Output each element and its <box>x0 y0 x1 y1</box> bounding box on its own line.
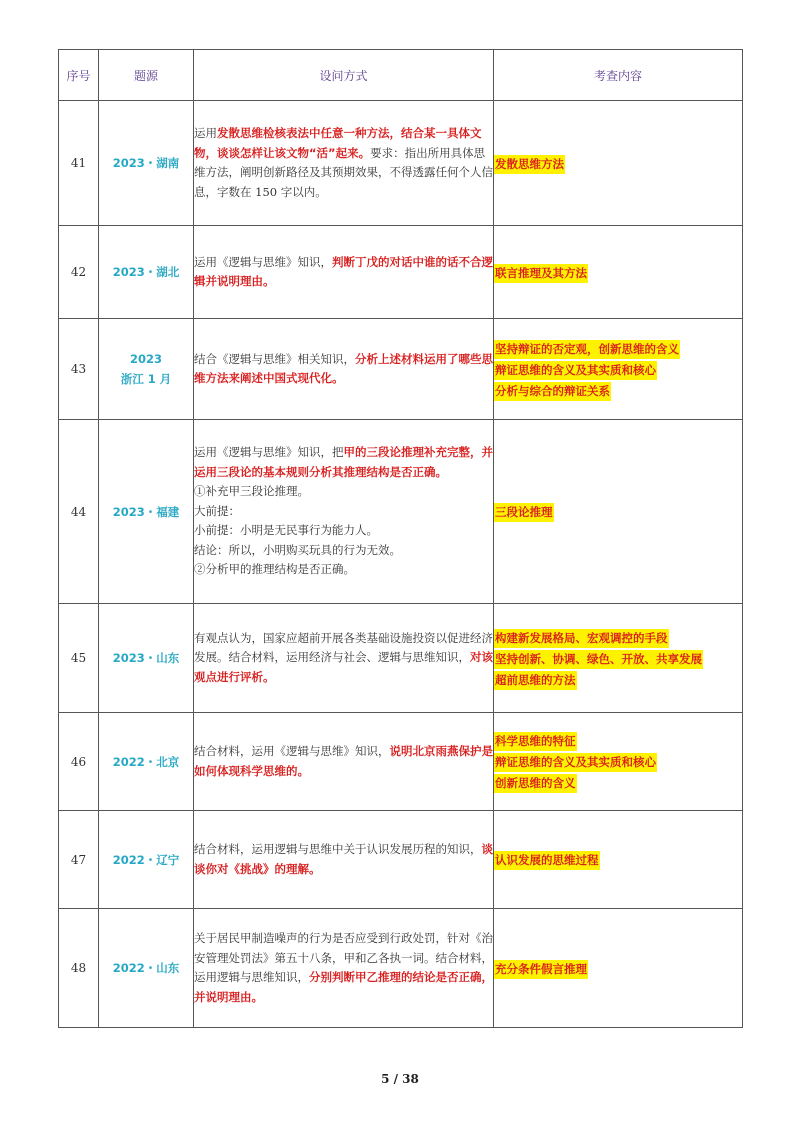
question-line: 小前提：小明是无民事行为能力人。 <box>194 523 378 538</box>
header-content: 考查内容 <box>494 50 743 101</box>
content-highlight: 充分条件假言推理 <box>494 960 588 979</box>
content-highlight: 科学思维的特征 <box>494 732 577 751</box>
header-source: 题源 <box>99 50 194 101</box>
source-line: 2022・辽宁 <box>112 852 180 867</box>
table-row <box>59 101 743 226</box>
table-row <box>59 319 743 420</box>
row-number: 44 <box>59 420 99 604</box>
question-segment: 结合材料，运用逻辑与思维中关于认识发展历程的知识， <box>194 842 482 856</box>
content-highlight: 构建新发展格局、宏观调控的手段 <box>494 629 669 648</box>
question-emphasis: 说明北京雨燕保护是如何体现科学思维的。 <box>194 744 493 778</box>
question-source <box>99 604 194 713</box>
question-source <box>99 319 194 420</box>
exam-content <box>494 909 743 1028</box>
table-row <box>59 604 743 713</box>
exam-content <box>494 101 743 226</box>
source-line: 2023 <box>129 352 162 366</box>
exam-content <box>494 226 743 319</box>
page-number: 5 / 38 <box>381 1072 419 1086</box>
exam-content <box>494 420 743 604</box>
row-number: 42 <box>59 226 99 319</box>
question-line: 结论：所以，小明购买玩具的行为无效。 <box>194 542 401 557</box>
question-line: ②分析甲的推理结构是否正确。 <box>194 562 355 577</box>
question-text <box>194 713 494 811</box>
content-highlight: 坚持辩证的否定观，创新思维的含义 <box>494 340 680 359</box>
question-text <box>194 909 494 1028</box>
row-number: 45 <box>59 604 99 713</box>
table-row <box>59 713 743 811</box>
source-line: 2023・湖南 <box>112 156 180 170</box>
question-segment: 运用 <box>194 126 217 140</box>
exam-content <box>494 713 743 811</box>
question-text <box>194 811 494 909</box>
table-row <box>59 909 743 1028</box>
source-line: 2022・山东 <box>112 961 180 975</box>
row-number: 47 <box>59 811 99 909</box>
source-line: 2023・福建 <box>112 504 180 519</box>
question-text <box>194 319 494 420</box>
question-text <box>194 101 494 226</box>
row-number: 41 <box>59 101 99 226</box>
question-segment: 有观点认为，国家应超前开展各类基础设施投资以促进经济发展。结合材料，运用经济与社会、逻辑与思维知识， <box>194 630 493 665</box>
content-highlight: 坚持创新、协调、绿色、开放、共享发展 <box>494 650 703 669</box>
content-highlight: 三段论推理 <box>494 503 554 522</box>
question-emphasis: 分别判断甲乙推理的结论是否正确，并说明理由。 <box>194 970 493 1004</box>
question-emphasis: 谈谈你对《挑战》的理解。 <box>194 842 493 876</box>
table-row <box>59 811 743 909</box>
content-highlight: 辩证思维的含义及其实质和核心 <box>494 361 657 380</box>
table-row <box>59 226 743 319</box>
content-highlight: 辩证思维的含义及其实质和核心 <box>494 753 657 772</box>
question-source <box>99 713 194 811</box>
question-emphasis: 甲的三段论推理补充完整，并运用三段论的基本规则分析其推理结构是否正确。 <box>194 445 493 479</box>
question-text <box>194 604 494 713</box>
question-segment: 结合材料，运用《逻辑与思维》知识， <box>194 744 390 758</box>
question-segment: 要求：指出所用具体思维方法，阐明创新路径及其预期效果，不得透露任何个人信息，字数在 150 字以内。 <box>194 145 493 199</box>
exam-content <box>494 811 743 909</box>
source-line: 2023・山东 <box>112 651 180 665</box>
question-source <box>99 101 194 226</box>
row-number: 48 <box>59 909 99 1028</box>
exam-content <box>494 319 743 420</box>
header-num: 序号 <box>59 50 99 101</box>
question-text <box>194 420 494 604</box>
question-line: 大前提： <box>194 503 240 518</box>
content-highlight: 联言推理及其方法 <box>494 264 588 283</box>
question-segment: 运用《逻辑与思维》知识，把 <box>194 445 344 460</box>
content-highlight: 发散思维方法 <box>494 155 565 174</box>
question-text <box>194 226 494 319</box>
source-line: 浙江 1 月 <box>120 372 172 386</box>
table-header-row <box>59 50 743 101</box>
question-emphasis: 对该观点进行评析。 <box>194 650 493 684</box>
question-source <box>99 909 194 1028</box>
row-number: 46 <box>59 713 99 811</box>
question-segment: 关于居民甲制造噪声的行为是否应受到行政处罚，针对《治安管理处罚法》第五十八条，甲和乙各执一词。结合材料，运用逻辑与思维知识， <box>194 931 493 984</box>
content-highlight: 分析与综合的辩证关系 <box>494 382 611 401</box>
question-source <box>99 811 194 909</box>
content-highlight: 认识发展的思维过程 <box>494 851 600 870</box>
table-body <box>59 101 743 1028</box>
source-line: 2023・湖北 <box>112 265 180 279</box>
question-emphasis: 分析上述材料运用了哪些思维方法来阐述中国式现代化。 <box>194 351 493 385</box>
content-highlight: 创新思维的含义 <box>494 774 577 793</box>
header-question: 设问方式 <box>194 50 494 101</box>
question-segment: 运用《逻辑与思维》知识， <box>194 254 332 269</box>
exam-content <box>494 604 743 713</box>
question-line: ①补充甲三段论推理。 <box>194 484 309 499</box>
source-line: 2022・北京 <box>112 754 180 769</box>
content-highlight: 超前思维的方法 <box>494 671 577 690</box>
question-source <box>99 420 194 604</box>
question-source <box>99 226 194 319</box>
question-emphasis: 判断丁戊的对话中谁的话不合逻辑并说明理由。 <box>194 254 493 288</box>
question-emphasis: 发散思维检核表法中任意一种方法，结合某一具体文物，谈谈怎样让该文物“活”起来。 <box>194 126 482 160</box>
table-row <box>59 420 743 604</box>
row-number: 43 <box>59 319 99 420</box>
question-segment: 结合《逻辑与思维》相关知识， <box>194 351 355 366</box>
question-table <box>58 49 743 1028</box>
